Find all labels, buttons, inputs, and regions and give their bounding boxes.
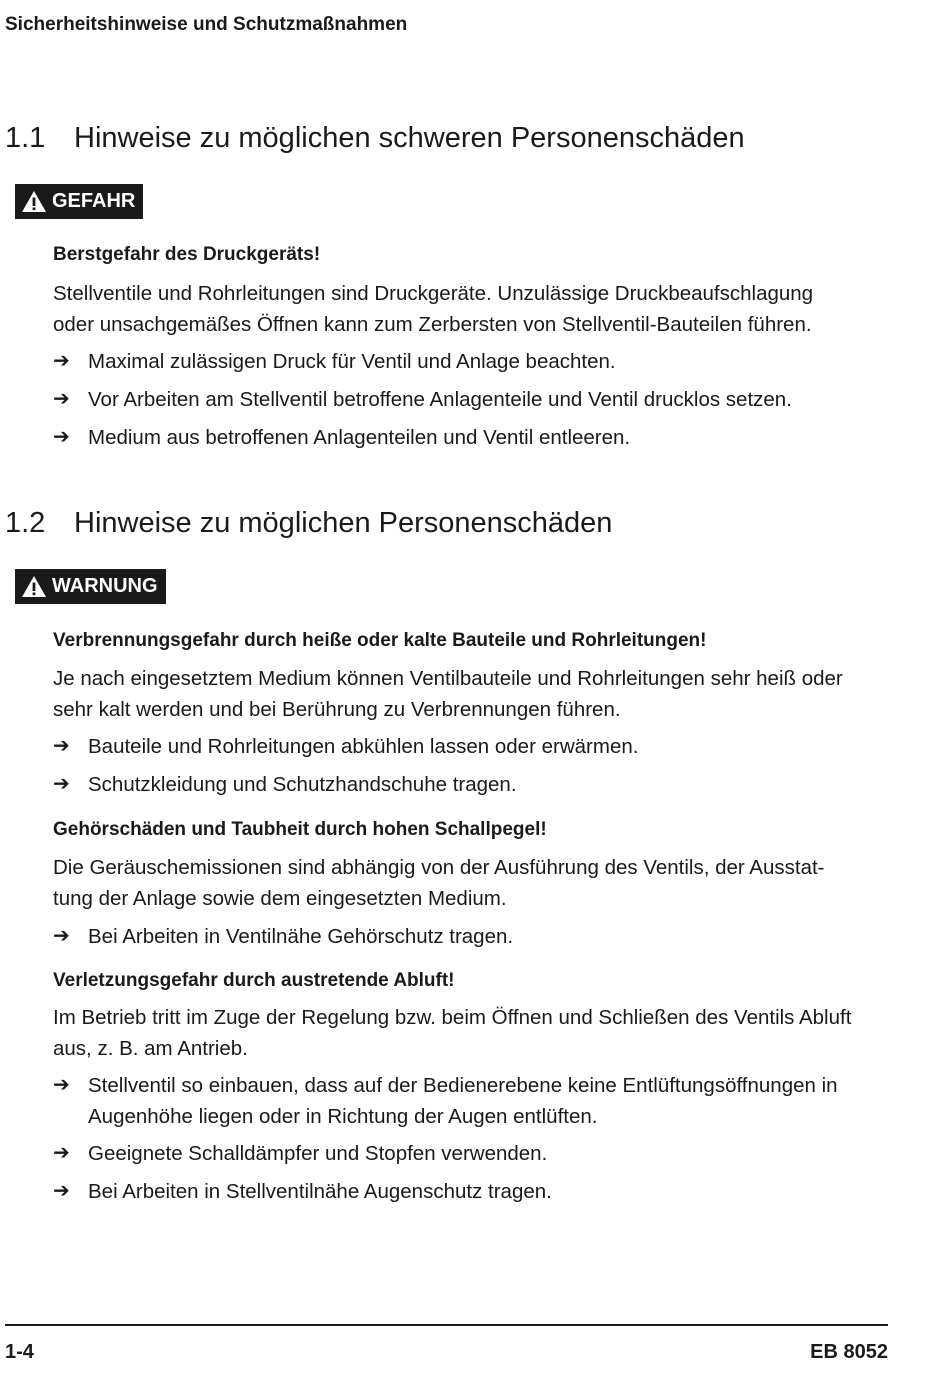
instruction-text: Bauteile und Rohrleitungen abkühlen lassen oder erwärmen. [88, 735, 639, 758]
section-title-text: Hinweise zu möglichen Personenschäden [74, 507, 613, 539]
section-number: 1.2 [5, 507, 46, 539]
instruction-item [53, 1176, 893, 1207]
instruction-item [53, 346, 893, 377]
text-line: Je nach eingesetztem Medium können Ventilbauteile und Rohrleitungen sehr heiß oder [53, 667, 843, 690]
hazard-heading: Gehörschäden und Taubheit durch hohen Schallpegel! [53, 819, 547, 840]
section-number: 1.1 [5, 122, 46, 154]
text-line: sehr kalt werden und bei Berührung zu Verbrennungen führen. [53, 698, 621, 721]
arrow-right-icon: ➔ [53, 350, 70, 372]
instruction-item [53, 1070, 893, 1132]
instruction-item [53, 921, 893, 952]
page-number: 1-4 [5, 1341, 34, 1363]
page-header: Sicherheitshinweise und Schutzmaßnahmen [5, 14, 408, 35]
text-line: Die Geräuschemissionen sind abhängig von der Ausführung des Ventils, der Ausstat- [53, 856, 825, 879]
arrow-right-icon: ➔ [53, 426, 70, 448]
arrow-right-icon: ➔ [53, 735, 70, 757]
section-title-text: Hinweise zu möglichen schweren Personenschäden [74, 122, 745, 154]
arrow-right-icon: ➔ [53, 388, 70, 410]
document-id: EB 8052 [810, 1341, 888, 1363]
instruction-item [53, 769, 893, 800]
text-line: aus, z. B. am Antrieb. [53, 1037, 248, 1060]
hazard-text [53, 278, 903, 340]
danger-signal-badge [15, 184, 143, 219]
instruction-text: Augenhöhe liegen oder in Richtung der Augen entlüften. [88, 1105, 598, 1128]
text-line: tung der Anlage sowie dem eingesetzten Medium. [53, 887, 507, 910]
instruction-text: Stellventil so einbauen, dass auf der Bedienerebene keine Entlüftungsöffnungen in [88, 1074, 838, 1097]
instruction-text: Medium aus betroffenen Anlagenteilen und Ventil entleeren. [88, 426, 631, 449]
text-line: Im Betrieb tritt im Zuge der Regelung bzw. beim Öffnen und Schließen des Ventils Abluft [53, 1006, 852, 1029]
instruction-text: Bei Arbeiten in Stellventilnähe Augenschutz tragen. [88, 1180, 552, 1203]
hazard-heading: Verbrennungsgefahr durch heiße oder kalte Bauteile und Rohrleitungen! [53, 630, 707, 651]
warning-triangle-icon [21, 190, 47, 213]
instruction-item [53, 731, 893, 762]
signal-word: WARNUNG [52, 575, 158, 597]
text-line: Stellventile und Rohrleitungen sind Druckgeräte. Unzulässige Druckbeaufschlagung [53, 282, 814, 305]
signal-word: GEFAHR [52, 190, 136, 212]
instruction-text: Bei Arbeiten in Ventilnähe Gehörschutz tragen. [88, 925, 514, 948]
hazard-text [53, 852, 903, 914]
hazard-text [53, 663, 903, 725]
arrow-right-icon: ➔ [53, 1142, 70, 1164]
instruction-text: Schutzkleidung und Schutzhandschuhe tragen. [88, 773, 517, 796]
instruction-item [53, 384, 893, 415]
instruction-text: Maximal zulässigen Druck für Ventil und Anlage beachten. [88, 350, 616, 373]
instruction-item [53, 422, 893, 453]
section-title [5, 507, 612, 540]
hazard-text [53, 1002, 903, 1064]
instruction-text: Geeignete Schalldämpfer und Stopfen verwenden. [88, 1142, 548, 1165]
footer-divider [5, 1324, 888, 1326]
hazard-heading: Verletzungsgefahr durch austretende Abluft! [53, 970, 455, 991]
arrow-right-icon: ➔ [53, 1074, 70, 1096]
warning-signal-badge [15, 569, 166, 604]
text-line: oder unsachgemäßes Öffnen kann zum Zerbersten von Stellventil-Bauteilen führen. [53, 313, 812, 336]
section-title [5, 122, 745, 155]
arrow-right-icon: ➔ [53, 773, 70, 795]
hazard-heading: Berstgefahr des Druckgeräts! [53, 244, 321, 265]
instruction-item [53, 1138, 893, 1169]
arrow-right-icon: ➔ [53, 925, 70, 947]
arrow-right-icon: ➔ [53, 1180, 70, 1202]
warning-triangle-icon [21, 575, 47, 598]
instruction-text: Vor Arbeiten am Stellventil betroffene Anlagenteile und Ventil drucklos setzen. [88, 388, 792, 411]
